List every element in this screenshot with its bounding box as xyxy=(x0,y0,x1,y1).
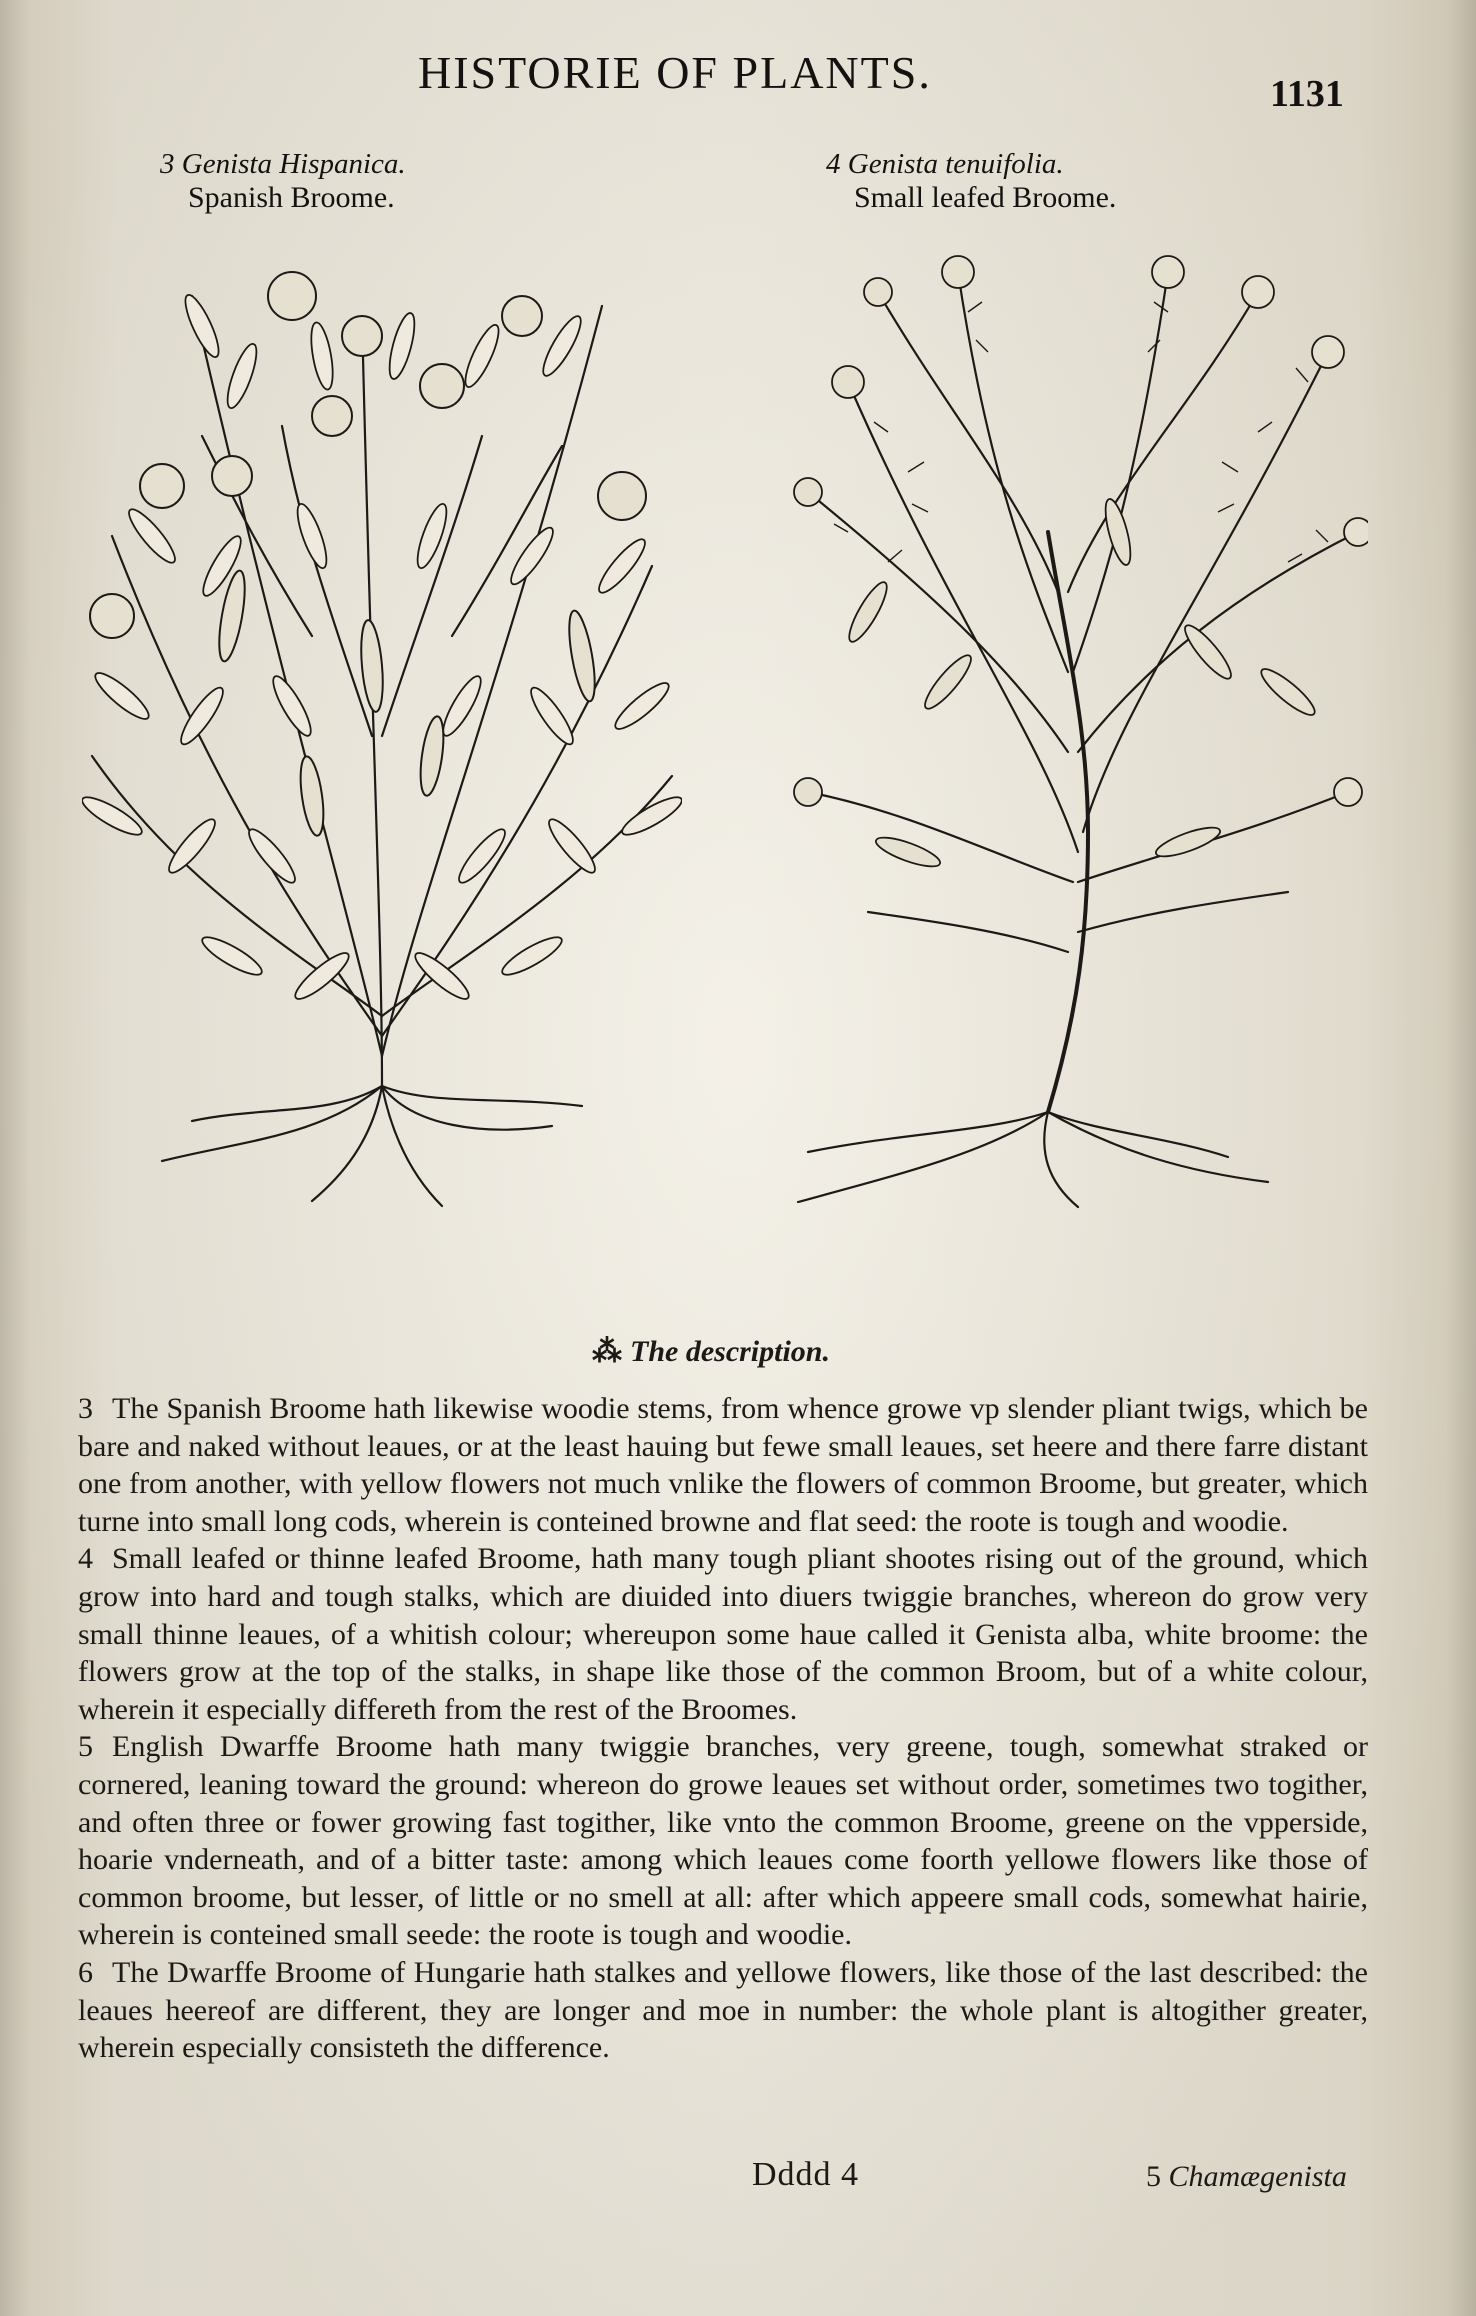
entry-3 xyxy=(78,1390,1368,1540)
entry-5 xyxy=(78,1728,1368,1954)
plate-3-number: 3 xyxy=(160,148,175,180)
page-header xyxy=(0,44,1476,115)
page-edge-shadow xyxy=(0,0,30,2316)
running-title: HISTORIE OF PLANTS. xyxy=(418,47,932,98)
spanish-broome-woodcut xyxy=(82,236,682,1216)
page-number: 1131 xyxy=(1270,73,1344,115)
signature-mark: Dddd 4 xyxy=(752,2156,860,2193)
entry-text: The Dwarffe Broome of Hungarie hath stalkes and yellowe flowers, like those of the last described: the leaues heereof are different, they are longer and moe in number: the whole plant is altogither greater, wherein especially consisteth the difference. xyxy=(78,1955,1368,2065)
plate-4-number: 4 xyxy=(826,148,841,180)
catchword xyxy=(1146,2160,1347,2194)
entry-number: 6 xyxy=(78,1955,93,1989)
plate-3-latin-text: Genista Hispanica. xyxy=(181,148,406,180)
small-leafed-broome-woodcut xyxy=(788,232,1368,1212)
catchword-number: 5 xyxy=(1146,2160,1161,2193)
entry-number: 3 xyxy=(78,1392,93,1425)
plate-3-latin-name xyxy=(160,148,406,181)
plate-3-english-name: Spanish Broome. xyxy=(188,181,395,214)
page-footer xyxy=(0,2156,1476,2206)
entry-6 xyxy=(78,1954,1368,2067)
plate-3-caption xyxy=(160,148,406,215)
asterism-icon: ⁂ xyxy=(592,1335,622,1368)
description-text xyxy=(78,1390,1368,2067)
section-heading xyxy=(592,1334,912,1369)
entry-text: The Spanish Broome hath likewise woodie stems, from whence growe vp slender pliant twigs, which be bare and naked without leaues, or at the least hauing but fewe small leaues, set heere and there farre distant one from another, with yellow flowers not much vnlike the flowers of common Broome, but greater, which turne into small long cods, wherein is conteined browne and flat seed: the roote is tough and woodie. xyxy=(78,1392,1368,1538)
section-heading-text: The description. xyxy=(630,1335,830,1368)
plate-4-latin-text: Genista tenuifolia. xyxy=(847,148,1064,180)
entry-4 xyxy=(78,1540,1368,1728)
plate-4-english-name: Small leafed Broome. xyxy=(854,181,1117,214)
entry-text: English Dwarffe Broome hath many twiggie branches, very greene, tough, somewhat straked or cornered, leaning toward the ground: whereon do growe leaues set without order, sometimes two togither, and often three or fower growing fast togither, like vnto the common Broome, greene on the vpperside, hoarie vnderneath, and of a bitter taste: among which leaues come foorth yellowe flowers like those of common broome, but lesser, of little or no smell at all: after which appeere small cods, somewhat hairie, wherein is conteined small seede: the roote is tough and woodie. xyxy=(78,1730,1368,1952)
entry-text: Small leafed or thinne leafed Broome, hath many tough pliant shootes rising out of the ground, which grow into hard and tough stalks, which are diuided into diuers twiggie branches, whereon do grow very small thinne leaues, of a whitish colour; whereupon some haue called it Genista alba, white broome: the flowers grow at the top of the stalks, in shape like those of the common Broom, but of a white colour, wherein it especially differeth from the rest of the Broomes. xyxy=(78,1542,1368,1726)
plate-4-caption xyxy=(826,148,1116,215)
page-edge-shadow xyxy=(1446,0,1476,2316)
entry-number: 4 xyxy=(78,1542,93,1576)
entry-number: 5 xyxy=(78,1730,93,1764)
plate-4-latin-name xyxy=(826,148,1116,181)
catchword-text: Chamægenista xyxy=(1168,2160,1347,2193)
